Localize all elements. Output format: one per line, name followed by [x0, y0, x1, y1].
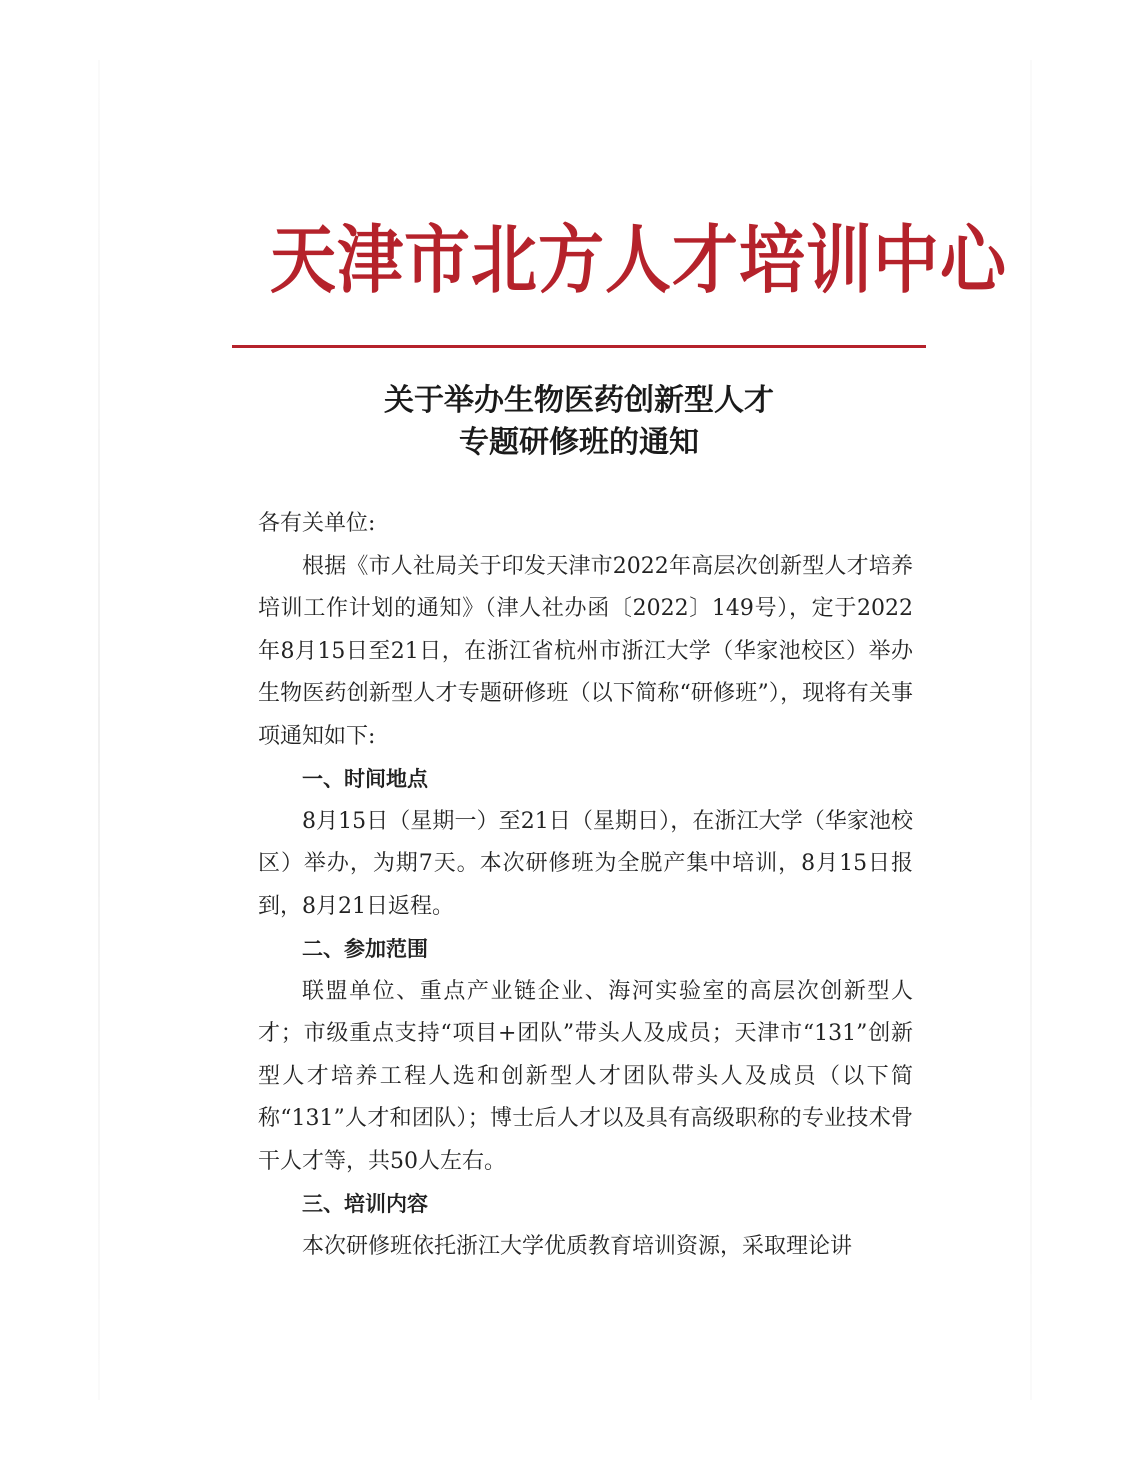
title-line-1: 关于举办生物医药创新型人才 [384, 383, 774, 418]
section-text-2: 联盟单位、重点产业链企业、海河实验室的高层次创新型人才；市级重点支持“项目+团队”带头人及成员；天津市“131”创新型人才培养工程人选和创新型人才团队带头人及成员（以下简称“131”人才和团队）；博士后人才以及具有高级职称的专业技术骨干人才等，共50人左右。 [258, 978, 913, 1174]
document-body [258, 503, 913, 1268]
title-line-2: 专题研修班的通知 [459, 425, 699, 460]
section-heading-2: 二、参加范围 [302, 937, 428, 961]
section-text-1: 8月15日（星期一）至21日（星期日），在浙江大学（华家池校区）举办，为期7天。本次研修班为全脱产集中培训，8月15日报到，8月21日返程。 [258, 808, 913, 919]
intro-paragraph: 根据《市人社局关于印发天津市2022年高层次创新型人才培养培训工作计划的通知》（津人社办函〔2022〕149号），定于2022年8月15日至21日，在浙江省杭州市浙江大学（华家池校区）举办生物医药创新型人才专题研修班（以下简称“研修班”），现将有关事项通知如下: [258, 553, 913, 749]
section-text-3: 本次研修班依托浙江大学优质教育培训资源，采取理论讲 [302, 1233, 853, 1259]
masthead-org-name: 天津市北方人才培训中心 [270, 217, 1007, 304]
document-title [232, 380, 926, 464]
masthead-red-rule [232, 345, 926, 348]
paper-edge-left [98, 60, 100, 1400]
salutation: 各有关单位: [258, 511, 376, 536]
section-heading-1: 一、时间地点 [302, 767, 428, 791]
paper-edge-right [1030, 60, 1032, 1400]
section-heading-3: 三、培训内容 [302, 1192, 428, 1216]
